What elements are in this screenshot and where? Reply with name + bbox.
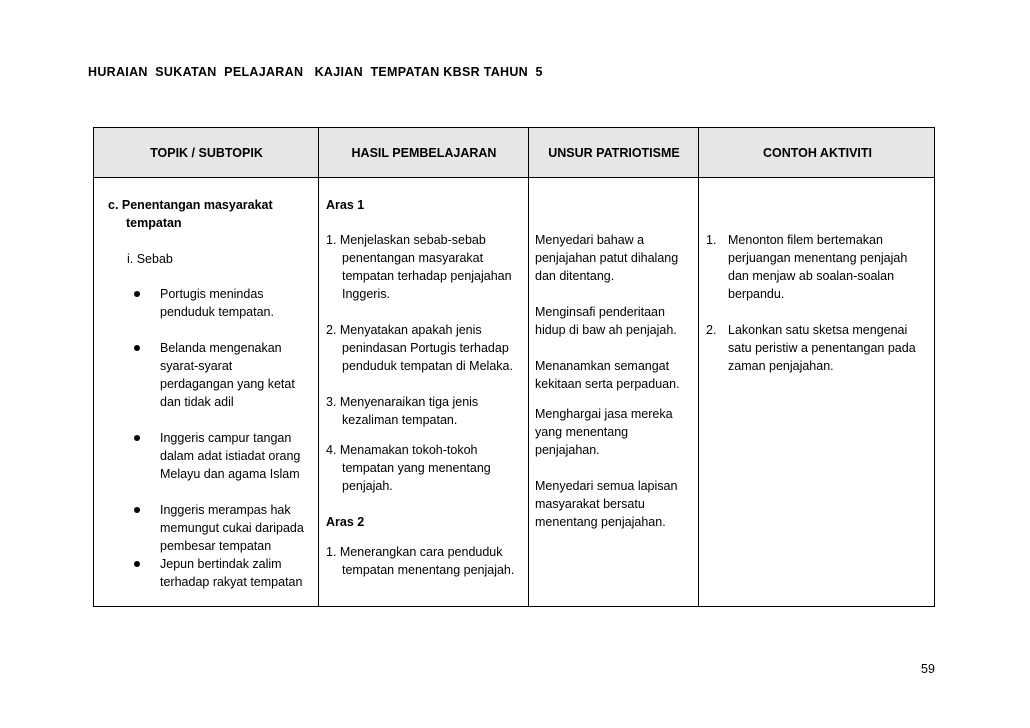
patriotism-line: kekitaan serta perpaduan. [535, 377, 680, 391]
outcome-line: 4. Menamakan tokoh-tokoh [326, 443, 478, 457]
outcome-line: tempatan yang menentang [342, 461, 491, 475]
header-unsur: UNSUR PATRIOTISME [548, 146, 680, 160]
patriotism-line: masyarakat bersatu [535, 497, 645, 511]
outcome-line: penentangan masyarakat [342, 251, 484, 265]
outcome-line: 3. Menyenaraikan tiga jenis [326, 395, 479, 409]
bullet-text: Inggeris merampas hak [160, 503, 291, 517]
document-title: HURAIAN SUKATAN PELAJARAN KAJIAN TEMPATAN KBSR TAHUN 5 [88, 65, 543, 79]
bullet-text: perdagangan yang ketat [160, 377, 295, 391]
bullet-text: dan tidak adil [160, 395, 234, 409]
bullet-text: dalam adat istiadat orang [160, 449, 301, 463]
bullet-text: Portugis menindas [160, 287, 264, 301]
outcome-line: Inggeris. [342, 287, 390, 301]
activity-line: perjuangan menentang penjajah [728, 251, 908, 265]
outcome-line: kezaliman tempatan. [342, 413, 458, 427]
patriotism-line: Menanamkan semangat [535, 359, 670, 373]
header-topik: TOPIK / SUBTOPIK [150, 146, 263, 160]
bullet-icon [134, 561, 140, 567]
bullet-text: syarat-syarat [160, 359, 233, 373]
patriotism-line: penjajahan. [535, 443, 600, 457]
column-divider [528, 128, 529, 606]
aras-2-label: Aras 2 [326, 515, 365, 529]
activity-line: satu peristiw a penentangan pada [728, 341, 916, 355]
patriotism-line: Menghargai jasa mereka [535, 407, 673, 421]
patriotism-line: yang menentang [535, 425, 629, 439]
header-contoh: CONTOH AKTIVITI [762, 146, 873, 160]
bullet-text: pembesar tempatan [160, 539, 272, 553]
bullet-icon [134, 345, 140, 351]
aras-1-label: Aras 1 [326, 198, 365, 212]
topic-heading-cont: tempatan [126, 216, 182, 230]
syllabus-table [93, 127, 935, 607]
activity-line: Menonton filem bertemakan [728, 233, 883, 247]
activity-line: berpandu. [728, 287, 785, 301]
patriotism-line: Menyedari bahaw a [535, 233, 645, 247]
topic-heading: c. Penentangan masyarakat [108, 198, 273, 212]
bullet-icon [134, 435, 140, 441]
outcome-line: penjajah. [342, 479, 393, 493]
outcome-line: 2. Menyatakan apakah jenis [326, 323, 482, 337]
activity-number: 2. [706, 323, 717, 337]
activity-line: zaman penjajahan. [728, 359, 834, 373]
patriotism-line: dan ditentang. [535, 269, 615, 283]
activity-line: dan menjaw ab soalan-soalan [728, 269, 895, 283]
column-divider [318, 128, 319, 606]
bullet-text: Inggeris campur tangan [160, 431, 292, 445]
subtopic-label: i. Sebab [127, 252, 173, 266]
bullet-icon [134, 291, 140, 297]
bullet-icon [134, 507, 140, 513]
table-header-row [94, 128, 934, 178]
outcome-line: 1. Menjelaskan sebab-sebab [326, 233, 486, 247]
patriotism-line: menentang penjajahan. [535, 515, 666, 529]
patriotism-line: Menginsafi penderitaan [535, 305, 665, 319]
bullet-text: Belanda mengenakan [160, 341, 282, 355]
bullet-text: penduduk tempatan. [160, 305, 274, 319]
bullet-text: Jepun bertindak zalim [160, 557, 282, 571]
patriotism-line: penjajahan patut dihalang [535, 251, 679, 265]
patriotism-line: Menyedari semua lapisan [535, 479, 678, 493]
outcome-line: 1. Menerangkan cara penduduk [326, 545, 503, 559]
activity-line: Lakonkan satu sketsa mengenai [728, 323, 908, 337]
column-divider [698, 128, 699, 606]
bullet-text: terhadap rakyat tempatan [160, 575, 303, 589]
outcome-line: penduduk tempatan di Melaka. [342, 359, 513, 373]
activity-number: 1. [706, 233, 717, 247]
header-hasil: HASIL PEMBELAJARAN [351, 146, 497, 160]
bullet-text: memungut cukai daripada [160, 521, 304, 535]
outcome-line: tempatan terhadap penjajahan [342, 269, 512, 283]
bullet-text: Melayu dan agama Islam [160, 467, 300, 481]
patriotism-line: hidup di baw ah penjajah. [535, 323, 677, 337]
page-number: 59 [921, 662, 935, 676]
outcome-line: penindasan Portugis terhadap [342, 341, 509, 355]
outcome-line: tempatan menentang penjajah. [342, 563, 515, 577]
